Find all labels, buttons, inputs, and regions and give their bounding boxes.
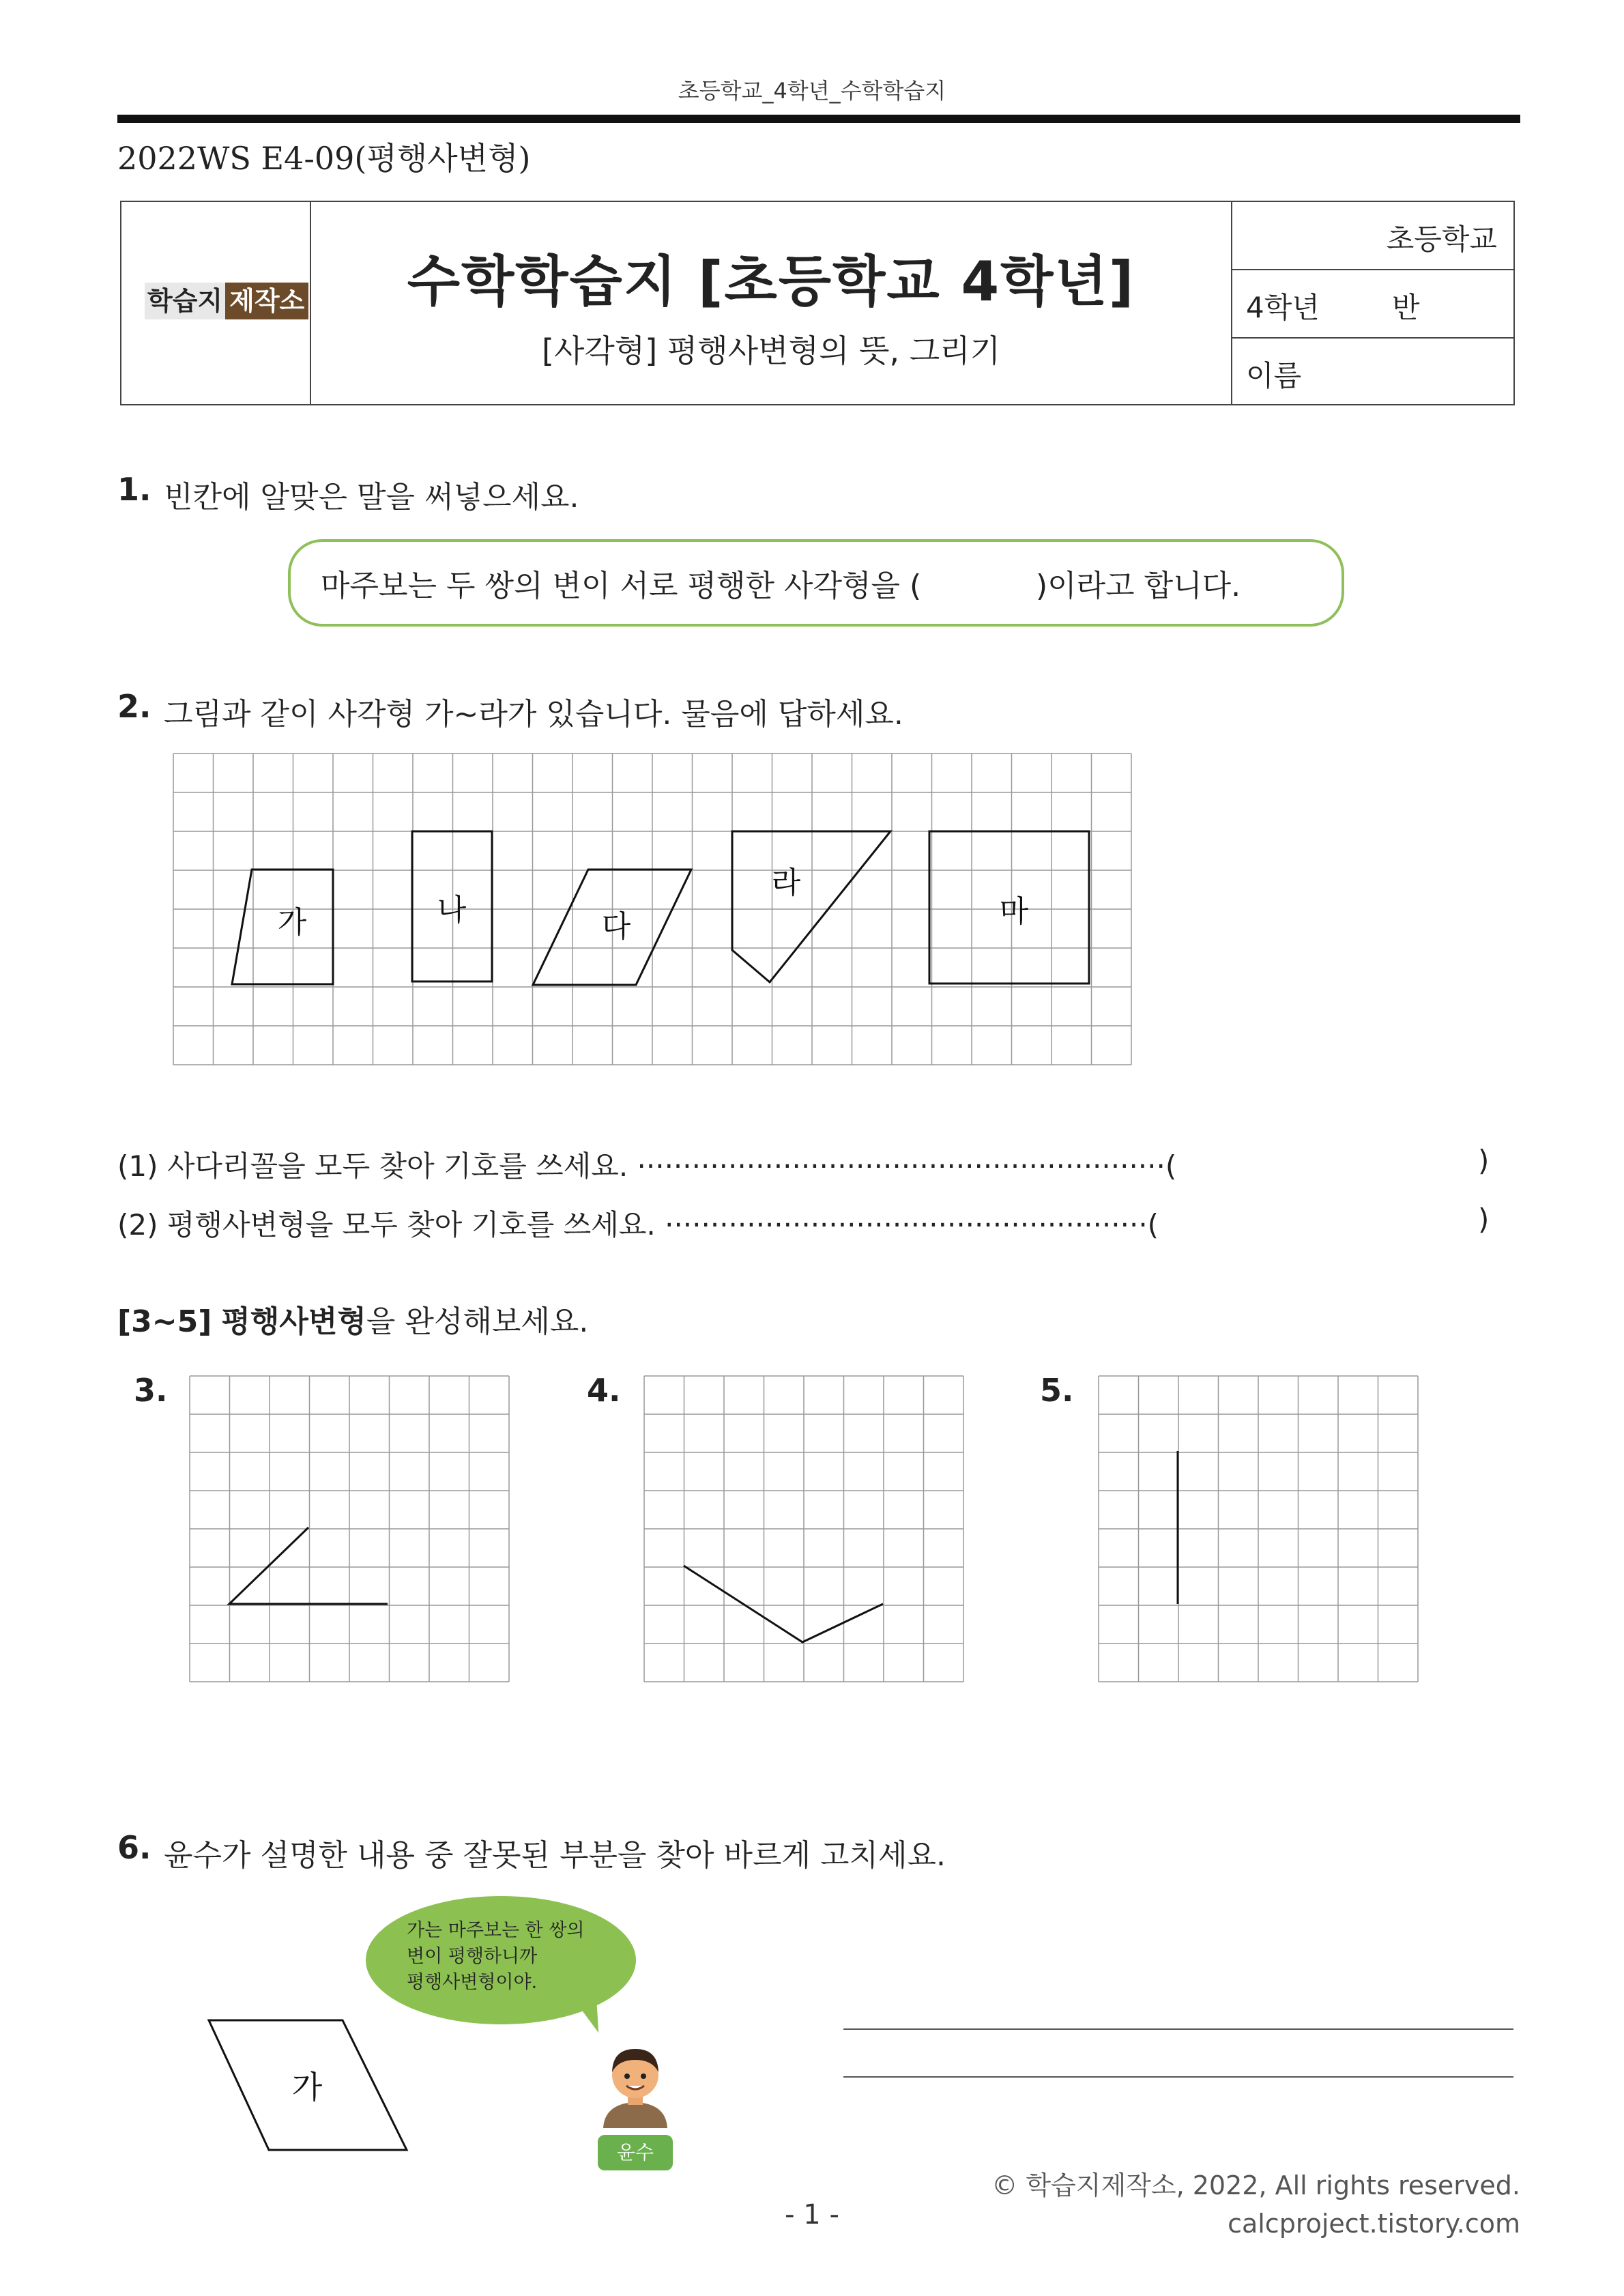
q35-bold: 평행사변형 [221,1304,366,1339]
logo [145,283,308,319]
q1-number: 1. [117,471,151,508]
q35-rest: 을 완성해보세요. [366,1304,589,1339]
q2-sub2-close: ) [1478,1203,1490,1236]
bubble-line-2: 변이 평행하니까 [407,1946,538,1967]
header-rule [117,115,1520,123]
info-row-divider [1231,269,1515,270]
shape-label-ma: 마 [999,894,1029,929]
q2-grid-figure [172,752,1133,1066]
copyright-text: © 학습지제작소, 2022, All rights reserved. [991,2170,1520,2200]
q4-grid-figure [643,1375,965,1683]
q3-given-lines [229,1527,388,1604]
q2-sub1: (1) 사다리꼴을 모두 찾아 기호를 쓰세요. ··························································( [117,1149,1177,1183]
student-avatar-icon [598,2041,673,2128]
page-title: 수학학습지 [초등학교 4학년] [407,250,1135,313]
page-subtitle: [사각형] 평행사변형의 뜻, 그리기 [541,332,1001,369]
q3-number: 3. [134,1372,168,1409]
q6-number: 6. [117,1829,151,1866]
q1-text: 빈칸에 알맞은 말을 써넣으세요. [164,480,579,515]
shape-label-ra: 라 [771,865,801,900]
shape-ra [732,831,890,982]
q35-instruction [117,1297,588,1340]
site-url: calcproject.tistory.com [1228,2209,1520,2239]
running-head: 초등학교_4학년_수학학습지 [678,78,946,104]
answer-line [843,2076,1513,2078]
bubble-line-1: 가는 마주보는 한 쌍의 [407,1920,585,1941]
bubble-line-3: 평행사변형이야. [407,1972,538,1993]
q6-shape-label: 가 [291,2069,323,2106]
q2-sub1-close: ) [1478,1144,1490,1177]
school-label: 초등학교 [1386,223,1497,256]
grid [173,754,1131,1065]
q35-range: [3~5] [117,1304,212,1339]
grade-label: 4학년 [1246,291,1320,324]
q2-number: 2. [117,688,151,725]
q3-grid-figure [188,1375,510,1683]
name-label: 이름 [1246,359,1302,392]
speech-bubble-text [407,1918,585,1996]
q4-number: 4. [587,1372,621,1409]
logo-part2: 제작소 [225,283,308,319]
q4-given-lines [684,1566,883,1642]
answer-line [843,2028,1513,2030]
q5-grid-figure [1097,1375,1419,1683]
page-number: - 1 - [785,2199,839,2230]
q2-sub2: (2) 평행사변형을 모두 찾아 기호를 쓰세요. ·····················································( [117,1208,1159,1242]
logo-part1: 학습지 [145,283,225,319]
worksheet-code: 2022WS E4-09(평행사변형) [117,140,531,177]
info-row-divider [1231,337,1515,339]
shape-label-da: 다 [601,909,631,944]
q1-box-text: 마주보는 두 쌍의 변이 서로 평행한 사각형을 ( )이라고 합니다. [321,569,1241,603]
student-name-tag: 윤수 [598,2135,673,2170]
shape-label-na: 나 [437,893,467,928]
class-label: 반 [1392,291,1420,324]
q6-text: 윤수가 설명한 내용 중 잘못된 부분을 찾아 바르게 고치세요. [164,1838,946,1873]
q5-number: 5. [1040,1372,1074,1409]
shape-label-ga: 가 [277,905,307,940]
q2-text: 그림과 같이 사각형 가~라가 있습니다. 물음에 답하세요. [164,697,903,732]
q6-shape [205,2013,416,2157]
